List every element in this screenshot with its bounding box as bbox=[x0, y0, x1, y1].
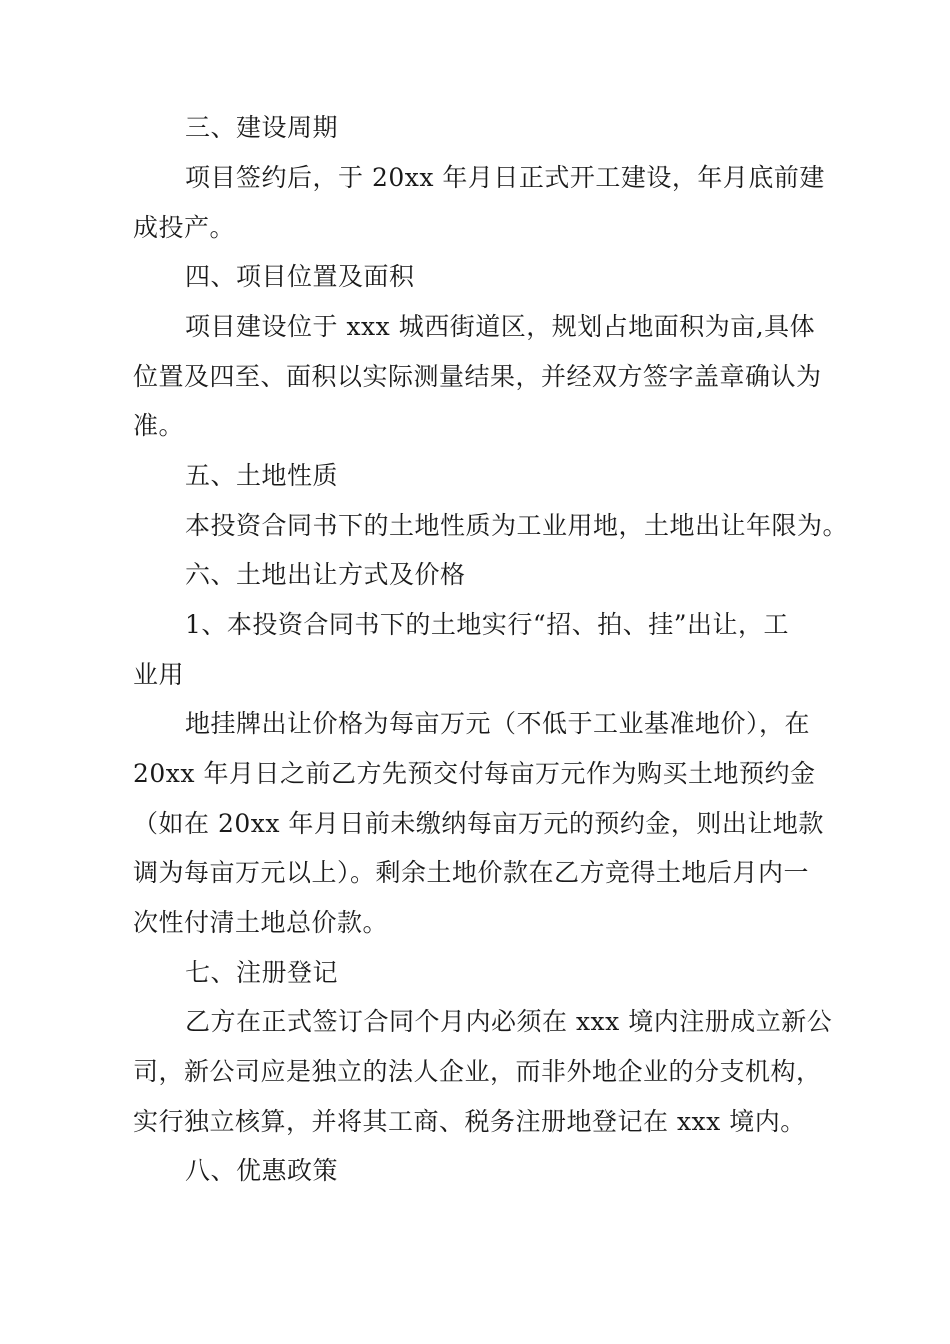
paragraph-line: 实行独立核算，并将其工商、税务注册地登记在 xxx 境内。 bbox=[133, 1107, 806, 1136]
section-heading-land-transfer: 六、土地出让方式及价格 bbox=[185, 560, 466, 589]
paragraph-line: 位置及四至、面积以实际测量结果，并经双方签字盖章确认为 bbox=[133, 362, 822, 391]
paragraph-line: 项目建设位于 xxx 城西街道区，规划占地面积为亩,具体 bbox=[185, 312, 816, 341]
section-heading-location-area: 四、项目位置及面积 bbox=[185, 262, 415, 291]
paragraph-line: 次性付清土地总价款。 bbox=[133, 908, 389, 937]
section-heading-construction-period: 三、建设周期 bbox=[185, 113, 339, 142]
paragraph-line: 准。 bbox=[133, 411, 185, 440]
section-heading-registration: 七、注册登记 bbox=[185, 958, 339, 987]
paragraph-line: 司，新公司应是独立的法人企业，而非外地企业的分支机构， bbox=[133, 1057, 822, 1086]
paragraph-line: 地挂牌出让价格为每亩万元（不低于工业基准地价），在 bbox=[185, 709, 811, 738]
paragraph-line: 乙方在正式签订合同个月内必须在 xxx 境内注册成立新公 bbox=[185, 1007, 833, 1036]
paragraph-line: 20xx 年月日之前乙方先预交付每亩万元作为购买土地预约金 bbox=[133, 759, 816, 788]
section-heading-land-nature: 五、土地性质 bbox=[185, 461, 339, 490]
paragraph-line: 业用 bbox=[133, 660, 185, 689]
paragraph-line: 项目签约后，于 20xx 年月日正式开工建设，年月底前建 bbox=[185, 163, 825, 192]
paragraph-line: 1、本投资合同书下的土地实行“招、拍、挂”出让，工 bbox=[185, 610, 789, 639]
paragraph-line: （如在 20xx 年月日前未缴纳每亩万元的预约金，则出让地款 bbox=[133, 809, 824, 838]
paragraph-line: 调为每亩万元以上）。剩余土地价款在乙方竞得土地后月内一 bbox=[133, 858, 810, 887]
section-heading-preferential-policy: 八、优惠政策 bbox=[185, 1156, 339, 1185]
paragraph-line: 成投产。 bbox=[133, 213, 236, 242]
paragraph-line: 本投资合同书下的土地性质为工业用地，土地出让年限为。 bbox=[185, 511, 849, 540]
